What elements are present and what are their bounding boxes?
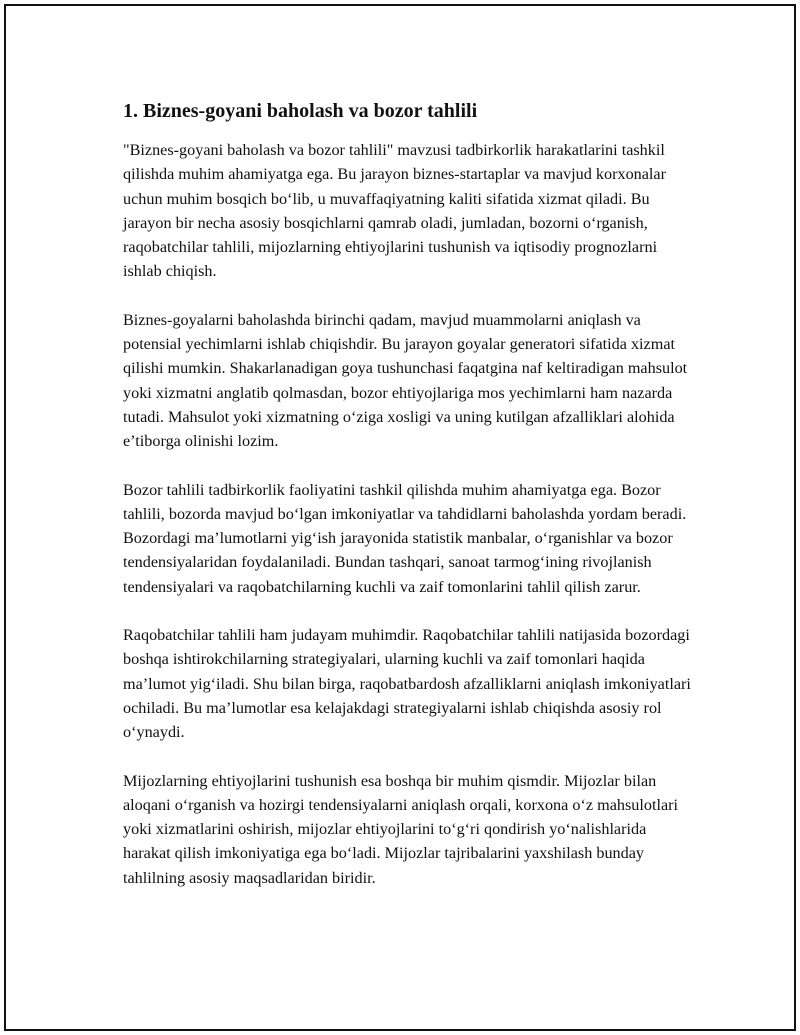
paragraph-idea-evaluation: Biznes-goyalarni baholashda birinchi qadam, mavjud muammolarni aniqlash va potensial yechimlarni ishlab chiqishdir. Bu jarayon goyalar generatori sifatida xizmat qilishi mumkin. Shakarlanadigan goya tushunchasi faqatgina naf keltiradigan mahsulot yoki xizmatni anglatib qolmasdan, bozor ehtiyojlariga mos yechimlarni ham nazarda tutadi. Mahsulot yoki xizmatning o‘ziga xosligi va uning kutilgan afzalliklari alohida e’tiborga olinishi lozim. bbox=[123, 310, 688, 451]
document-body bbox=[123, 98, 693, 914]
section-heading: 1. Biznes-goyani baholash va bozor tahlili bbox=[123, 100, 478, 122]
paragraph-customer-needs: Mijozlarning ehtiyojlarini tushunish esa boshqa bir muhim qismdir. Mijozlar bilan aloqani o‘rganish va hozirgi tendensiyalarni aniqlash orqali, korxona o‘z mahsulotlari yoki xizmatlarini oshirish, mijozlar ehtiyojlarini to‘g‘ri qondirish yo‘nalishlarida harakat qilish imkoniyatiga ega bo‘ladi. Mijozlar tajribalarini yaxshilash bunday tahlilning asosiy maqsadlaridan biridir. bbox=[123, 771, 679, 887]
page-frame bbox=[4, 4, 796, 1031]
paragraph-competitor-analysis: Raqobatchilar tahlili ham judayam muhimdir. Raqobatchilar tahlili natijasida bozordagi boshqa ishtirokchilarning strategiyalari, ularning kuchli va zaif tomonlari haqida ma’lumot yig‘iladi. Shu bilan birga, raqobatbardosh afzalliklarni aniqlash imkoniyatlari ochiladi. Bu ma’lumotlar esa kelajakdagi strategiyalarni ishlab chiqishda asosiy rol o‘ynaydi. bbox=[123, 626, 691, 742]
paragraph-intro: "Biznes-goyani baholash va bozor tahlili" mavzusi tadbirkorlik harakatlarini tashkil qilishda muhim ahamiyatga ega. Bu jarayon biznes-startaplar va mavjud korxonalar uchun muhim bosqich bo‘lib, u muvaffaqiyatning kaliti sifatida xizmat qiladi. Bu jarayon bir necha asosiy bosqichlarni qamrab oladi, jumladan, bozorni o‘rganish, raqobatchilar tahlili, mijozlarning ehtiyojlarini tushunish va iqtisodiy prognozlarni ishlab chiqish. bbox=[123, 141, 667, 281]
paragraph-market-analysis: Bozor tahlili tadbirkorlik faoliyatini tashkil qilishda muhim ahamiyatga ega. Bozor tahlili, bozorda mavjud bo‘lgan imkoniyatlar va tahdidlarni baholashda yordam beradi. Bozordagi ma’lumotlarni yig‘ish jarayonida statistik manbalar, o‘rganishlar va bozor tendensiyalaridan foydalaniladi. Bundan tashqari, sanoat tarmog‘ining rivojlanish tendensiyalari va raqobatchilarning kuchli va zaif tomonlarini tahlil qilish zarur. bbox=[123, 480, 687, 596]
